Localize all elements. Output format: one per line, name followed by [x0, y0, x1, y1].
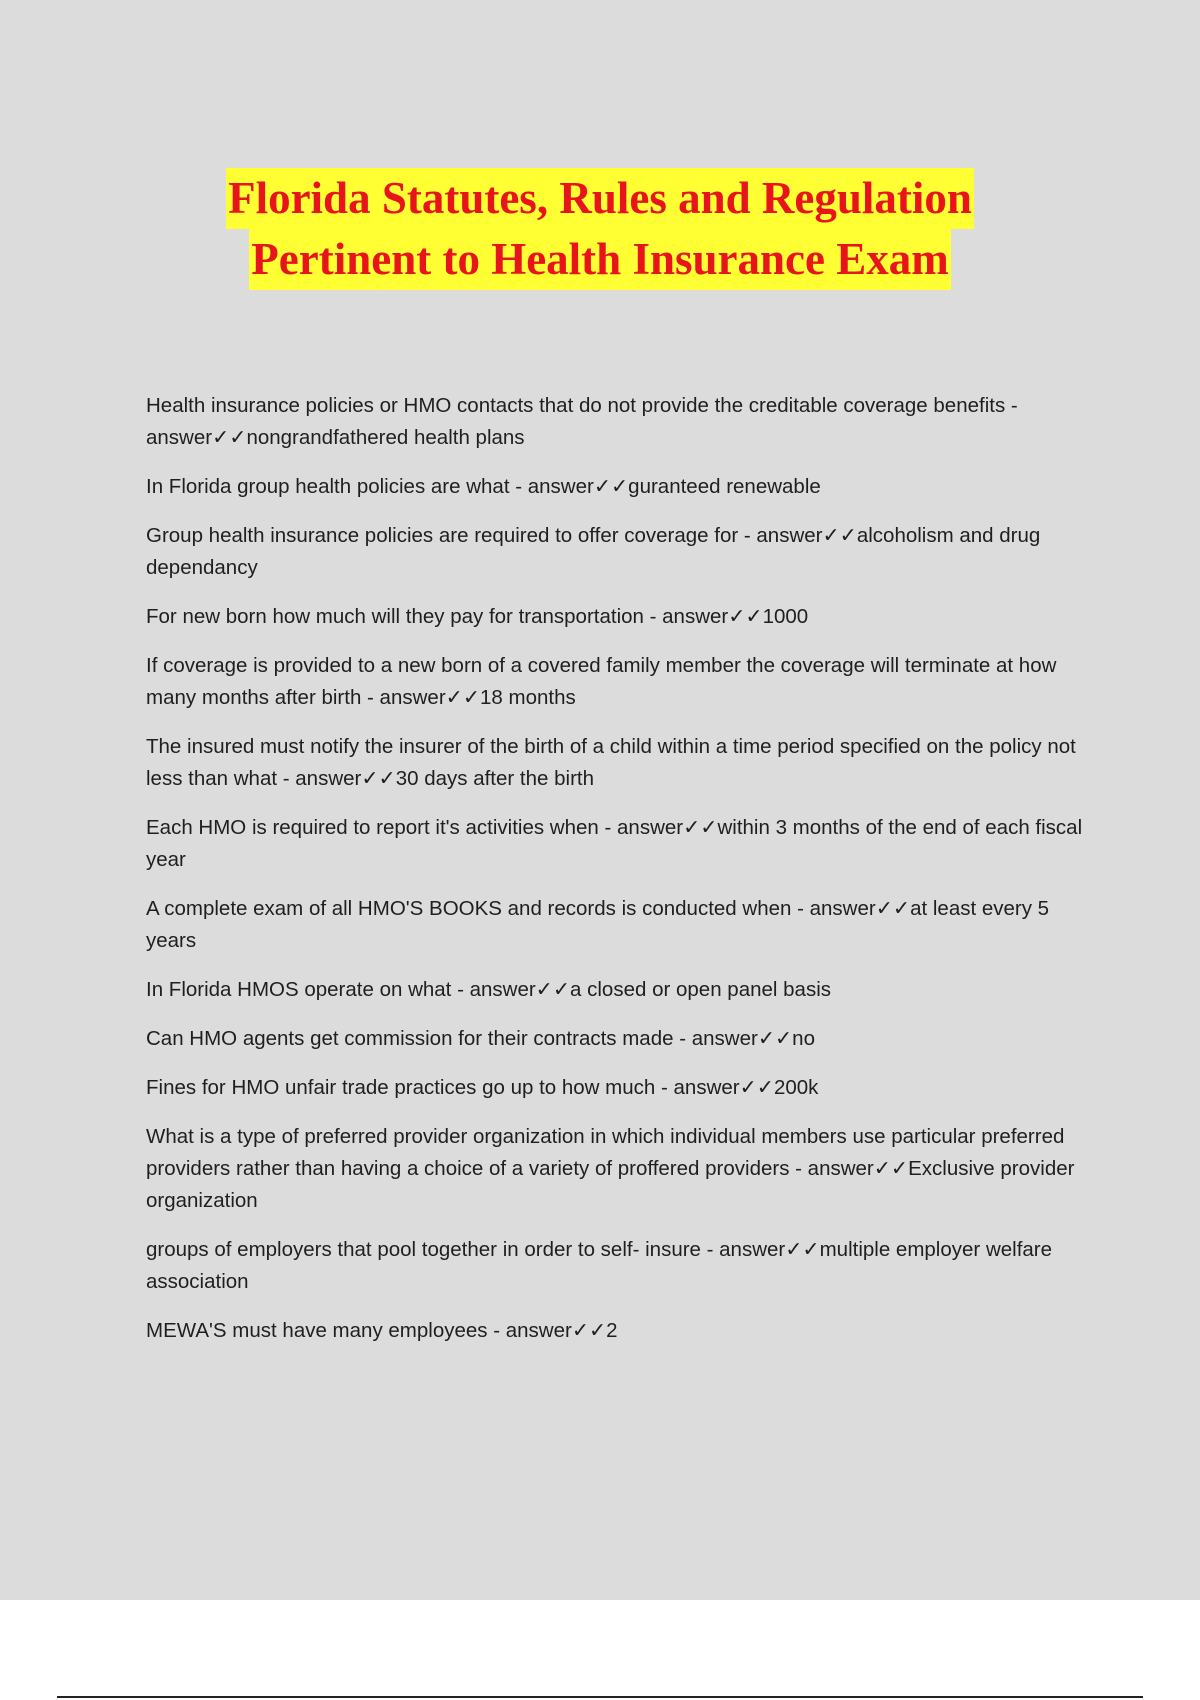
qa-item-3: Group health insurance policies are required to offer coverage for - answer✓✓alcoholism and drug dependancy [146, 524, 1041, 579]
question-answer-list [146, 390, 1091, 1364]
qa-item-12: What is a type of preferred provider organization in which individual members use particular preferred providers rather than having a choice of a variety of proffered providers - answer✓✓Exclusive provider organization [146, 1125, 1075, 1212]
title-line-1: Florida Statutes, Rules and Regulation [226, 168, 974, 229]
qa-item-5: If coverage is provided to a new born of a covered family member the coverage will terminate at how many months after birth - answer✓✓18 months [146, 654, 1057, 709]
qa-item-14: MEWA'S must have many employees - answer✓✓2 [146, 1319, 618, 1342]
qa-item-6: The insured must notify the insurer of the birth of a child within a time period specified on the policy not less than what - answer✓✓30 days after the birth [146, 735, 1076, 790]
page-title [0, 168, 1200, 290]
qa-item-13: groups of employers that pool together in order to self- insure - answer✓✓multiple employer welfare association [146, 1238, 1053, 1293]
qa-item-1: Health insurance policies or HMO contacts that do not provide the creditable coverage benefits - answer✓✓nongrandfathered health plans [146, 394, 1018, 449]
qa-item-7: Each HMO is required to report it's activities when - answer✓✓within 3 months of the end of each fiscal year [146, 816, 1083, 871]
qa-item-4: For new born how much will they pay for transportation - answer✓✓1000 [146, 605, 809, 628]
title-line-2: Pertinent to Health Insurance Exam [249, 229, 950, 290]
footer-divider [57, 1696, 1143, 1698]
qa-item-10: Can HMO agents get commission for their contracts made - answer✓✓no [146, 1027, 815, 1050]
qa-item-2: In Florida group health policies are what - answer✓✓guranteed renewable [146, 475, 821, 498]
qa-item-9: In Florida HMOS operate on what - answer✓✓a closed or open panel basis [146, 978, 832, 1001]
qa-item-8: A complete exam of all HMO'S BOOKS and records is conducted when - answer✓✓at least every 5 years [146, 897, 1050, 952]
qa-item-11: Fines for HMO unfair trade practices go up to how much - answer✓✓200k [146, 1076, 819, 1099]
